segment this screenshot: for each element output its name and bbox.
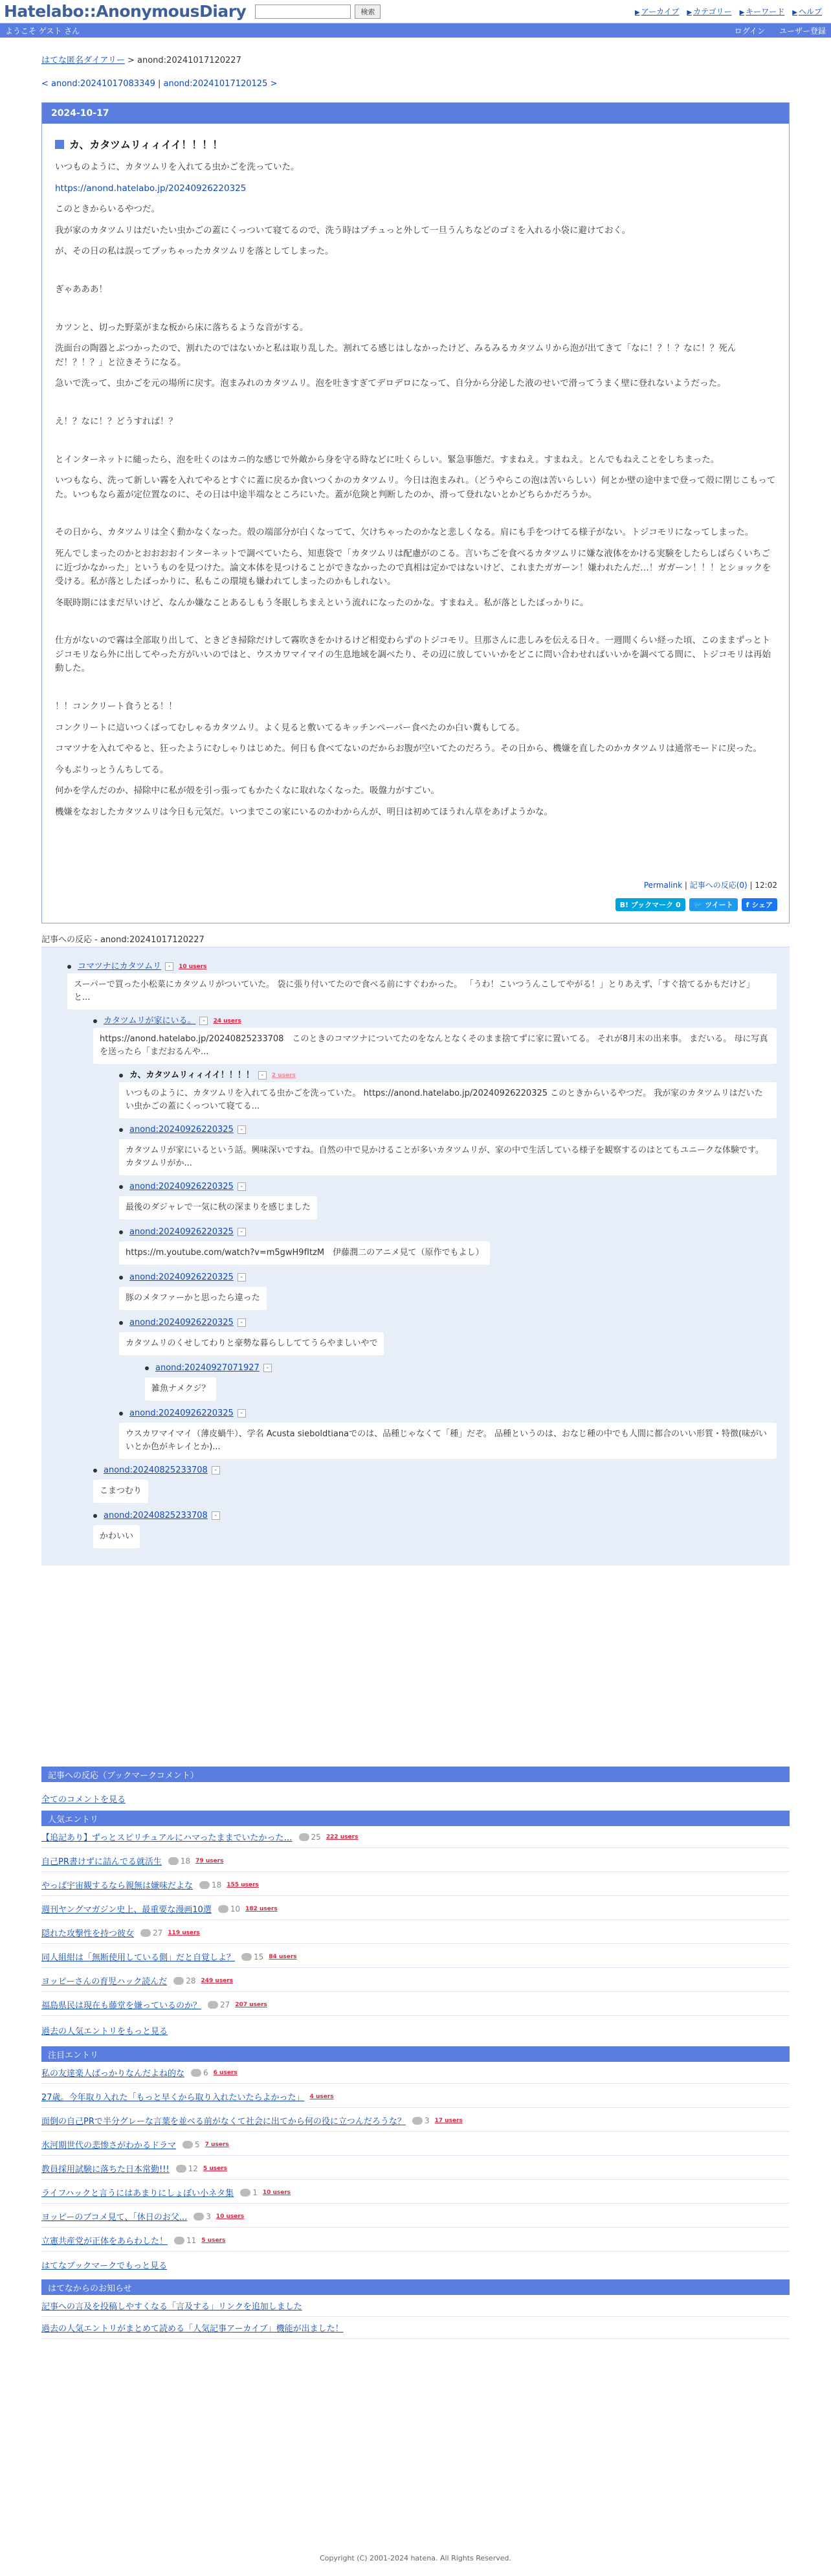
entry-paragraph — [55, 182, 776, 196]
collapse-icon[interactable]: - — [258, 1071, 267, 1079]
tree-node — [119, 1125, 246, 1135]
tree-node-link[interactable]: anond:20240926220325 — [129, 1227, 234, 1237]
paragraph-spacer — [55, 683, 776, 700]
collapse-icon[interactable]: - — [238, 1273, 246, 1282]
header-link-category[interactable]: ▶ カテゴリー — [687, 7, 732, 16]
entry-list-link[interactable]: 隠れた攻撃性を持つ彼女 — [41, 1929, 135, 1939]
entry-paragraph: 冬眠時期にはまだ早いけど、なんか嫌なことあるしもう冬眠しちまえという流れになったのかな。すまねえ。私が落としたばっかりに。 — [55, 597, 589, 608]
bullet-icon — [93, 1469, 97, 1473]
entry-paragraph: カツンと、切った野菜がまな板から床に落ちるような音がする。 — [55, 322, 309, 333]
entry-list-link[interactable]: 同人組紺は「無断使用している側」だと自覚しよ？ — [41, 1953, 236, 1963]
paragraph-spacer — [55, 398, 776, 415]
bullet-icon — [145, 1366, 149, 1370]
users-badge[interactable]: 10 users — [262, 2189, 291, 2196]
bookmark-comments-head: 記事への反応（ブックマークコメント） — [41, 1767, 790, 1782]
breadcrumb: はてな匿名ダイアリー > anond:20241017120227 — [41, 56, 241, 65]
tree-node-body: カタツムリが家にいるという話。興味深いですね。自然の中で見かけることが多いカタツムリが、家の中で生活している様子を観察するのはとてもユニークな体験です。カタツムリがか... — [119, 1139, 777, 1175]
bullet-icon — [119, 1128, 123, 1132]
users-badge[interactable]: 5 users — [203, 2165, 227, 2172]
entry-paragraph: 急いで洗って、虫かごを元の場所に戻す。泡まみれのカタツムリ。泡を吐きすぎてデロデロになって、自分から分泌した液のせいで滑ってうまく壁に登れないようだった。 — [55, 378, 726, 389]
users-badge[interactable]: 10 users — [179, 963, 207, 970]
bullet-icon — [119, 1321, 123, 1325]
entry-list-row — [41, 1850, 790, 1872]
entry-paragraph: 仕方がないので霧は全部取り出して、ときどき掃除だけして霧吹きをかけるけど相変わらずのトジコモリ。旦那さんに悲しみを伝える日々。一週間くらい経った頃、このままずっとトジコモリなら外に出してやった方がいいのではと、ウスカワマイマイの生息地域を調べたり、その辺に放していいかをどこに問い合わせればいいかを調べてる間に、トジコモリは再始動した。 — [55, 635, 771, 674]
search-input[interactable] — [255, 5, 351, 19]
bullet-icon — [119, 1412, 123, 1416]
tree-node-body: カタツムリのくせしてわりと豪勢な暮らししててうらやましいやで — [119, 1332, 384, 1355]
hatena-bookmark-button[interactable]: B! ブックマーク 0 — [615, 898, 685, 911]
entry-list-link[interactable]: 福島県民は現在も藤堂を嫌っているのか？ — [41, 2001, 202, 2011]
comment-count[interactable]: 6 — [191, 2068, 208, 2077]
arrow-icon: ▶ — [739, 9, 745, 16]
tree-node-link[interactable]: anond:20240926220325 — [129, 1408, 234, 1418]
comment-count[interactable]: 3 — [412, 2116, 430, 2125]
entry-section — [41, 102, 790, 923]
next-entry-link[interactable]: anond:20241017120125 > — [163, 79, 278, 89]
entry-paragraph: 洗面台の陶器とぶつかったので、割れたのではないかと私は取り乱した。割れてる感じはしなかったけど、みるみるカタツムリから泡が出てきて「なに！？！？なに！？死んだ！？！？」と泣きそうになる。 — [55, 343, 737, 368]
tree-node-body: いつものように、カタツムリを入れてる虫かごを洗っていた。 https://anond.hatelabo.jp/20240926220325 このときからいるやつだ。 我が家のカタツムリはだいたい虫かごの蓋にくっついて寝てる... — [119, 1082, 777, 1118]
paragraph-spacer — [55, 266, 776, 283]
comment-bubble-icon — [412, 2117, 423, 2125]
bird-icon: 🐦 — [693, 900, 705, 909]
header-search — [255, 5, 381, 19]
tree-node-body: https://m.youtube.com/watch?v=m5gwH9fItzM 伊藤潤二のアニメ見て（原作でもよし） — [119, 1241, 490, 1265]
header-link-archive[interactable]: ▶ アーカイブ — [634, 7, 680, 16]
comment-bubble-icon — [191, 2069, 201, 2077]
entry-body — [42, 161, 789, 820]
collapse-icon[interactable]: - — [238, 1318, 246, 1327]
entry-paragraph: 今もぶりっとうんちしてる。 — [55, 764, 169, 775]
entry-list-link[interactable]: 27歳。今年取り入れた「もっと早くから取り入れたいたらよかった」 — [41, 2093, 305, 2103]
tree-node — [119, 1272, 246, 1282]
entry-list-row — [41, 2182, 790, 2204]
tree-node-body: 雑魚ナメクジ？ — [145, 1377, 216, 1401]
paragraph-spacer — [55, 617, 776, 634]
header-link-help[interactable]: ▶ ヘルプ — [792, 7, 822, 16]
arrow-icon: ▶ — [634, 9, 640, 16]
collapse-icon[interactable]: - — [238, 1409, 246, 1418]
comment-count[interactable]: 10 — [218, 1904, 240, 1914]
header-link-keyword[interactable]: ▶ キーワード — [739, 7, 785, 16]
users-badge[interactable]: 119 users — [168, 1929, 200, 1936]
tree-node — [119, 1408, 246, 1418]
entry-paragraph: 死んでしまったのかとおおおおインターネットで調べていたら、知恵袋で「カタツムリは配慮がのこる。言いちごを食べるカタツムリに嫌な液体をかける実験をしたらしばらくいちごに近づかなかった」というものを見つけた。論文本体を見つけることができなかったので真相は定かではないけど、これまたガガーン！嫌われたんだ…！ガガーン！！！とショックを受ける。私が落としたばっかりに、私もこの環境も嫌われてしまったのかもしれない。 — [55, 548, 771, 587]
paragraph-spacer — [55, 304, 776, 321]
entry-list-row — [41, 2062, 790, 2084]
bullet-icon — [67, 965, 71, 969]
tree-node-link[interactable]: anond:20240825233708 — [104, 1465, 208, 1475]
collapse-icon[interactable]: - — [238, 1228, 246, 1236]
reactions-tree — [41, 947, 790, 1566]
tree-node — [119, 1068, 296, 1080]
site-logo[interactable]: Hatelabo::AnonymousDiary — [4, 2, 247, 21]
entry-list-link[interactable]: 教員採用試験に落ちた日本常勤!!! — [41, 2165, 170, 2175]
tree-node — [119, 1227, 246, 1237]
news-link[interactable]: 記事への言及を投稿しやすくなる「言及する」リンクを追加しました — [41, 2302, 302, 2312]
share-buttons — [615, 898, 777, 911]
entry-paragraph: コンクリートに這いつくばってむしゃるカタツムリ。よく見ると敷いてるキッチンペーパー食べたのか白い糞もしてる。 — [55, 722, 525, 733]
header-links — [635, 6, 827, 17]
entry-list-link[interactable]: 私の友達楽人ばっかりなんだよね的な — [41, 2069, 185, 2079]
comment-bubble-icon — [208, 2001, 218, 2009]
entry-list-link[interactable]: 自己PR書けずに詰んでる就活生 — [41, 1857, 162, 1867]
tree-node-link[interactable]: anond:20240926220325 — [129, 1318, 234, 1328]
entry-title[interactable]: カ、カタツムリィィイイ！！！！ — [55, 137, 776, 152]
users-badge[interactable]: 84 users — [269, 1953, 297, 1960]
entry-paragraph: え！？なに！？どうすれば！？ — [55, 416, 177, 427]
news-head: はてなからのお知らせ — [41, 2279, 790, 2295]
entry-footer: Permalink | 記事への反応(0) | 12:02 — [643, 881, 777, 890]
arrow-icon: ▶ — [792, 9, 797, 16]
users-badge[interactable]: 249 users — [201, 1977, 234, 1984]
entry-list-link[interactable]: 【追記あり】ずっとスピリチュアルにハマったままでいたかった… — [41, 1833, 293, 1843]
comment-bubble-icon — [199, 1881, 210, 1889]
news-item — [41, 2317, 790, 2339]
comment-count[interactable]: 15 — [241, 1952, 263, 1961]
comment-count[interactable]: 27 — [140, 1928, 162, 1938]
comment-count[interactable]: 12 — [176, 2164, 198, 2173]
entry-list-link[interactable]: ライフハックと言うにはあまりにしょぼい小ネタ集 — [41, 2189, 234, 2198]
entry-list-link[interactable]: ヨッピーさんの育児ハック読んだ — [41, 1977, 168, 1987]
collapse-icon[interactable]: - — [199, 1017, 208, 1025]
users-badge[interactable]: 155 users — [227, 1881, 259, 1888]
comment-bubble-icon — [299, 1833, 309, 1841]
collapse-icon[interactable]: - — [212, 1511, 220, 1520]
tree-node-link[interactable]: コマツナにカタツムリ — [78, 962, 162, 971]
news-link[interactable]: 過去の人気エントリがまとめて読める「人気記事アーカイブ」機能が出ました！ — [41, 2324, 344, 2334]
facebook-share-button[interactable]: f シェア — [742, 898, 777, 911]
tweet-button[interactable]: 🐦 ツイート — [689, 898, 738, 911]
news-item — [41, 2295, 790, 2317]
entry-list-row — [41, 1874, 790, 1896]
entry-list-link[interactable]: 氷河期世代の悲惨さがわかるドラマ — [41, 2141, 177, 2151]
reactions-link[interactable]: 記事への反応(0) — [689, 881, 748, 890]
tree-node-body: かわいい — [93, 1525, 140, 1548]
bullet-icon — [119, 1230, 123, 1234]
entry-list-row — [41, 1946, 790, 1968]
tree-node-link[interactable]: anond:20240926220325 — [129, 1125, 234, 1135]
comment-count[interactable]: 5 — [183, 2140, 200, 2149]
tree-node — [67, 959, 206, 971]
paragraph-spacer — [55, 436, 776, 453]
tree-node-link[interactable]: カタツムリが家にいる。 — [104, 1016, 196, 1026]
featured-more-link[interactable]: はてなブックマークでもっと見る — [41, 2261, 168, 2271]
all-comments-row — [41, 1792, 126, 1805]
arrow-icon: ▶ — [687, 9, 692, 16]
entry-paragraph: ！！コンクリート食うとる！！ — [55, 701, 177, 712]
entry-paragraph: その日から、カタツムリは全く動かなくなった。殻の端部分が白くなってて、欠けちゃったのかなと悲しくなる。肩にも手をつけてる様子がない。トジコモリになってしまった。 — [55, 527, 754, 538]
entry-list-row — [41, 2230, 790, 2252]
bullet-icon — [119, 1276, 123, 1280]
entry-list-link[interactable]: 面倒の自己PRで半分グレーな言葉を並べる前がなくて社会に出てから何の役に立つんだろうな？ — [41, 2117, 406, 2127]
breadcrumb-current: anond:20241017120227 — [137, 56, 241, 65]
comment-bubble-icon — [194, 2213, 204, 2220]
comment-bubble-icon — [173, 1977, 184, 1985]
tree-node-link[interactable]: anond:20240927071927 — [155, 1363, 260, 1373]
breadcrumb-home[interactable]: はてな匿名ダイアリー — [41, 56, 125, 65]
collapse-icon[interactable]: - — [212, 1466, 220, 1474]
users-badge[interactable]: 207 users — [235, 2001, 267, 2008]
search-button[interactable]: 検索 — [355, 5, 381, 19]
comment-bubble-icon — [241, 1953, 252, 1961]
users-badge[interactable]: 4 users — [309, 2093, 334, 2100]
bullet-icon — [93, 1019, 97, 1023]
paragraph-spacer — [55, 509, 776, 526]
entry-paragraph: 我が家のカタツムリはだいたい虫かごの蓋にくっついて寝てるので、洗う時はプチュっと外して一旦うんちなどのゴミを入れる小袋に避けておく。 — [55, 225, 631, 236]
all-comments-link[interactable]: 全てのコメントを見る — [41, 1795, 126, 1805]
permalink-link[interactable]: Permalink — [643, 881, 683, 890]
entry-link[interactable]: https://anond.hatelabo.jp/20240926220325 — [55, 183, 247, 194]
entry-paragraph: とインターネットに縋ったら、泡を吐くのはカニ的な感じで外敵から身を守る時などに吐くらしい。緊急事態だ。すまねえ。すまねえ。とんでもねえことをしちまった。 — [55, 454, 720, 465]
entry-list-row — [41, 2110, 790, 2132]
bullet-icon — [93, 1514, 97, 1518]
comment-bubble-icon — [240, 2189, 250, 2197]
popular-more-link[interactable]: 過去の人気エントリをもっと見る — [41, 2027, 168, 2037]
entry-list-row — [41, 2086, 790, 2108]
comment-bubble-icon — [176, 2165, 186, 2173]
featured-more-row — [41, 2259, 167, 2271]
tree-node-link[interactable]: anond:20240825233708 — [104, 1511, 208, 1520]
entry-paragraph: このときからいるやつだ。 — [55, 204, 160, 215]
entry-list-row — [41, 1922, 790, 1944]
comment-count[interactable]: 18 — [168, 1857, 190, 1866]
user-bar — [0, 23, 831, 38]
collapse-icon[interactable]: - — [238, 1125, 246, 1134]
entry-time: 12:02 — [755, 881, 777, 890]
users-badge[interactable]: 24 users — [213, 1017, 241, 1024]
tree-node-link[interactable]: anond:20240926220325 — [129, 1272, 234, 1282]
copyright: Copyright (C) 2001-2024 hatena. All Rights Reserved. — [320, 2554, 511, 2562]
facebook-icon: f — [746, 900, 752, 909]
prev-next-nav: < anond:20241017083349 | anond:20241017120125 > — [41, 79, 278, 89]
comment-count[interactable]: 3 — [194, 2212, 211, 2221]
entry-paragraph: いつもなら、洗って新しい霧を入れてやるとすぐに蓋に戻るか食いつくかのカタツムリ。今日は泡まみれ。（どうやらこの泡は苦いらしい）何とか壁の途中まで登って殻に閉じこもってた。いつもなら蓋が定位置なのに、その日は中途半端なところにいた。蓋が危険と判断したのか、滑って登れないとかどちらかだろうか。 — [55, 475, 776, 500]
entry-date: 2024-10-17 — [42, 103, 789, 124]
reactions-label: 記事への反応 - anond:20241017120227 — [41, 935, 205, 945]
welcome-text: ようこそ ゲスト さん — [5, 26, 80, 36]
collapse-icon[interactable]: - — [165, 962, 173, 971]
login-link[interactable]: ログイン — [734, 26, 765, 36]
entry-paragraph: ぎゃあああ！ — [55, 284, 107, 295]
collapse-icon[interactable]: - — [238, 1182, 246, 1191]
entry-list-row — [41, 1970, 790, 1992]
tree-node — [93, 1013, 241, 1026]
users-badge[interactable]: 222 users — [326, 1833, 359, 1840]
square-icon — [55, 140, 64, 149]
tree-node-body: ウスカワマイマイ（薄皮蝸牛）、学名 Acusta sieboldtianaでのは、品種じゃなくて「種」だぞ。 品種というのは、おなじ種の中でも人間に都合のいい形質・特徴(味がいいとか色がキレイとか)... — [119, 1423, 777, 1459]
top-header — [0, 0, 831, 23]
popular-head: 人気エントリ — [41, 1811, 790, 1826]
entry-list-row — [41, 2134, 790, 2156]
entry-list-link[interactable]: 週刊ヤングマガジン史上、最重要な漫画10選 — [41, 1905, 212, 1915]
comment-count[interactable]: 28 — [173, 1976, 195, 1985]
tree-node — [93, 1511, 220, 1520]
users-badge[interactable]: 5 users — [201, 2237, 226, 2244]
comment-bubble-icon — [218, 1905, 228, 1913]
tree-node-current: カ、カタツムリィィイイ！！！！ — [129, 1070, 254, 1080]
entry-list-row — [41, 1994, 790, 2016]
tree-node — [145, 1363, 272, 1373]
entry-list-row — [41, 1898, 790, 1920]
users-badge[interactable]: 10 users — [216, 2213, 245, 2220]
collapse-icon[interactable]: - — [263, 1364, 272, 1372]
comment-count[interactable]: 18 — [199, 1881, 221, 1890]
comment-count[interactable]: 1 — [240, 2188, 258, 2197]
entry-paragraph: 機嫌をなおしたカタツムリは今日も元気だ。いつまでこの家にいるのかわからんが、明日は初めてほうれん草をあげようかな。 — [55, 807, 553, 818]
entry-list-link[interactable]: ヨッピーのブコメ見て、「休日のお父... — [41, 2213, 188, 2222]
popular-more-row — [41, 2024, 168, 2037]
tree-node-link[interactable]: anond:20240926220325 — [129, 1182, 234, 1192]
users-badge[interactable]: 7 users — [205, 2141, 229, 2148]
users-badge[interactable]: 17 users — [434, 2117, 463, 2124]
entry-paragraph: 何かを学んだのか、掃除中に私が殻を引っ張ってもかたくなに取れなくなった。吸盤力がすごい。 — [55, 785, 439, 797]
comment-bubble-icon — [140, 1929, 151, 1937]
tree-node-body: こまつむり — [93, 1480, 148, 1503]
tree-node — [119, 1182, 246, 1192]
tree-node-body: スーパーで買った小松菜にカタツムリがついていた。 袋に張り付いてたので食べる前にすぐわかった。 「うわ！こいつうんこしてやがる！」とりあえず、「すぐ捨てるかもだけど」と... — [67, 973, 777, 1010]
entry-list-row — [41, 1826, 790, 1848]
users-badge[interactable]: 79 users — [195, 1857, 224, 1864]
tree-node-body: https://anond.hatelabo.jp/20240825233708 このときのコマツナについてたのをなんとなくそのまま捨てずに家に置いてる。 それが8月末の出来事。 まだいる。 母に写真を送ったら「まだおるんや... — [93, 1028, 777, 1064]
comment-bubble-icon — [183, 2141, 193, 2149]
tree-node-body: 豚のメタファーかと思ったら違った — [119, 1287, 267, 1310]
users-badge[interactable]: 2 users — [271, 1072, 296, 1079]
entry-list-link[interactable]: 立憲共産党が正体をあらわした！ — [41, 2237, 168, 2246]
bullet-icon — [119, 1074, 123, 1078]
tree-node — [93, 1465, 220, 1475]
entry-list-row — [41, 2158, 790, 2180]
entry-list-row — [41, 2206, 790, 2228]
comment-count[interactable]: 25 — [299, 1833, 321, 1842]
bullet-icon — [119, 1185, 123, 1189]
comment-bubble-icon — [168, 1857, 179, 1865]
entry-list-link[interactable]: やっぱ宇宙観するなら親無は嫌味だよな — [41, 1881, 194, 1891]
comment-count[interactable]: 11 — [174, 2236, 196, 2245]
tree-node-body: 最後のダジャレで一気に秋の深まりを感じました — [119, 1196, 317, 1219]
comment-count[interactable]: 27 — [208, 2000, 230, 2009]
tree-node — [119, 1318, 246, 1328]
prev-entry-link[interactable]: < anond:20241017083349 — [41, 79, 155, 89]
users-badge[interactable]: 6 users — [213, 2069, 238, 2076]
entry-paragraph: いつものように、カタツムリを入れてる虫かごを洗っていた。 — [55, 162, 300, 172]
comment-bubble-icon — [174, 2237, 184, 2244]
users-badge[interactable]: 182 users — [245, 1905, 278, 1912]
entry-paragraph: が、その日の私は誤ってブッちゃったカタツムリを落としてしまった。 — [55, 246, 334, 257]
featured-head: 注目エントリ — [41, 2046, 790, 2062]
register-link[interactable]: ユーザー登録 — [779, 26, 826, 36]
entry-paragraph: コマツナを入れてやると、狂ったようにむしゃりはじめた。何日も食べてないのだからお腹が空いてたのだろう。その日から、機嫌を直したのかカタツムリは通常モードに戻った。 — [55, 743, 762, 754]
